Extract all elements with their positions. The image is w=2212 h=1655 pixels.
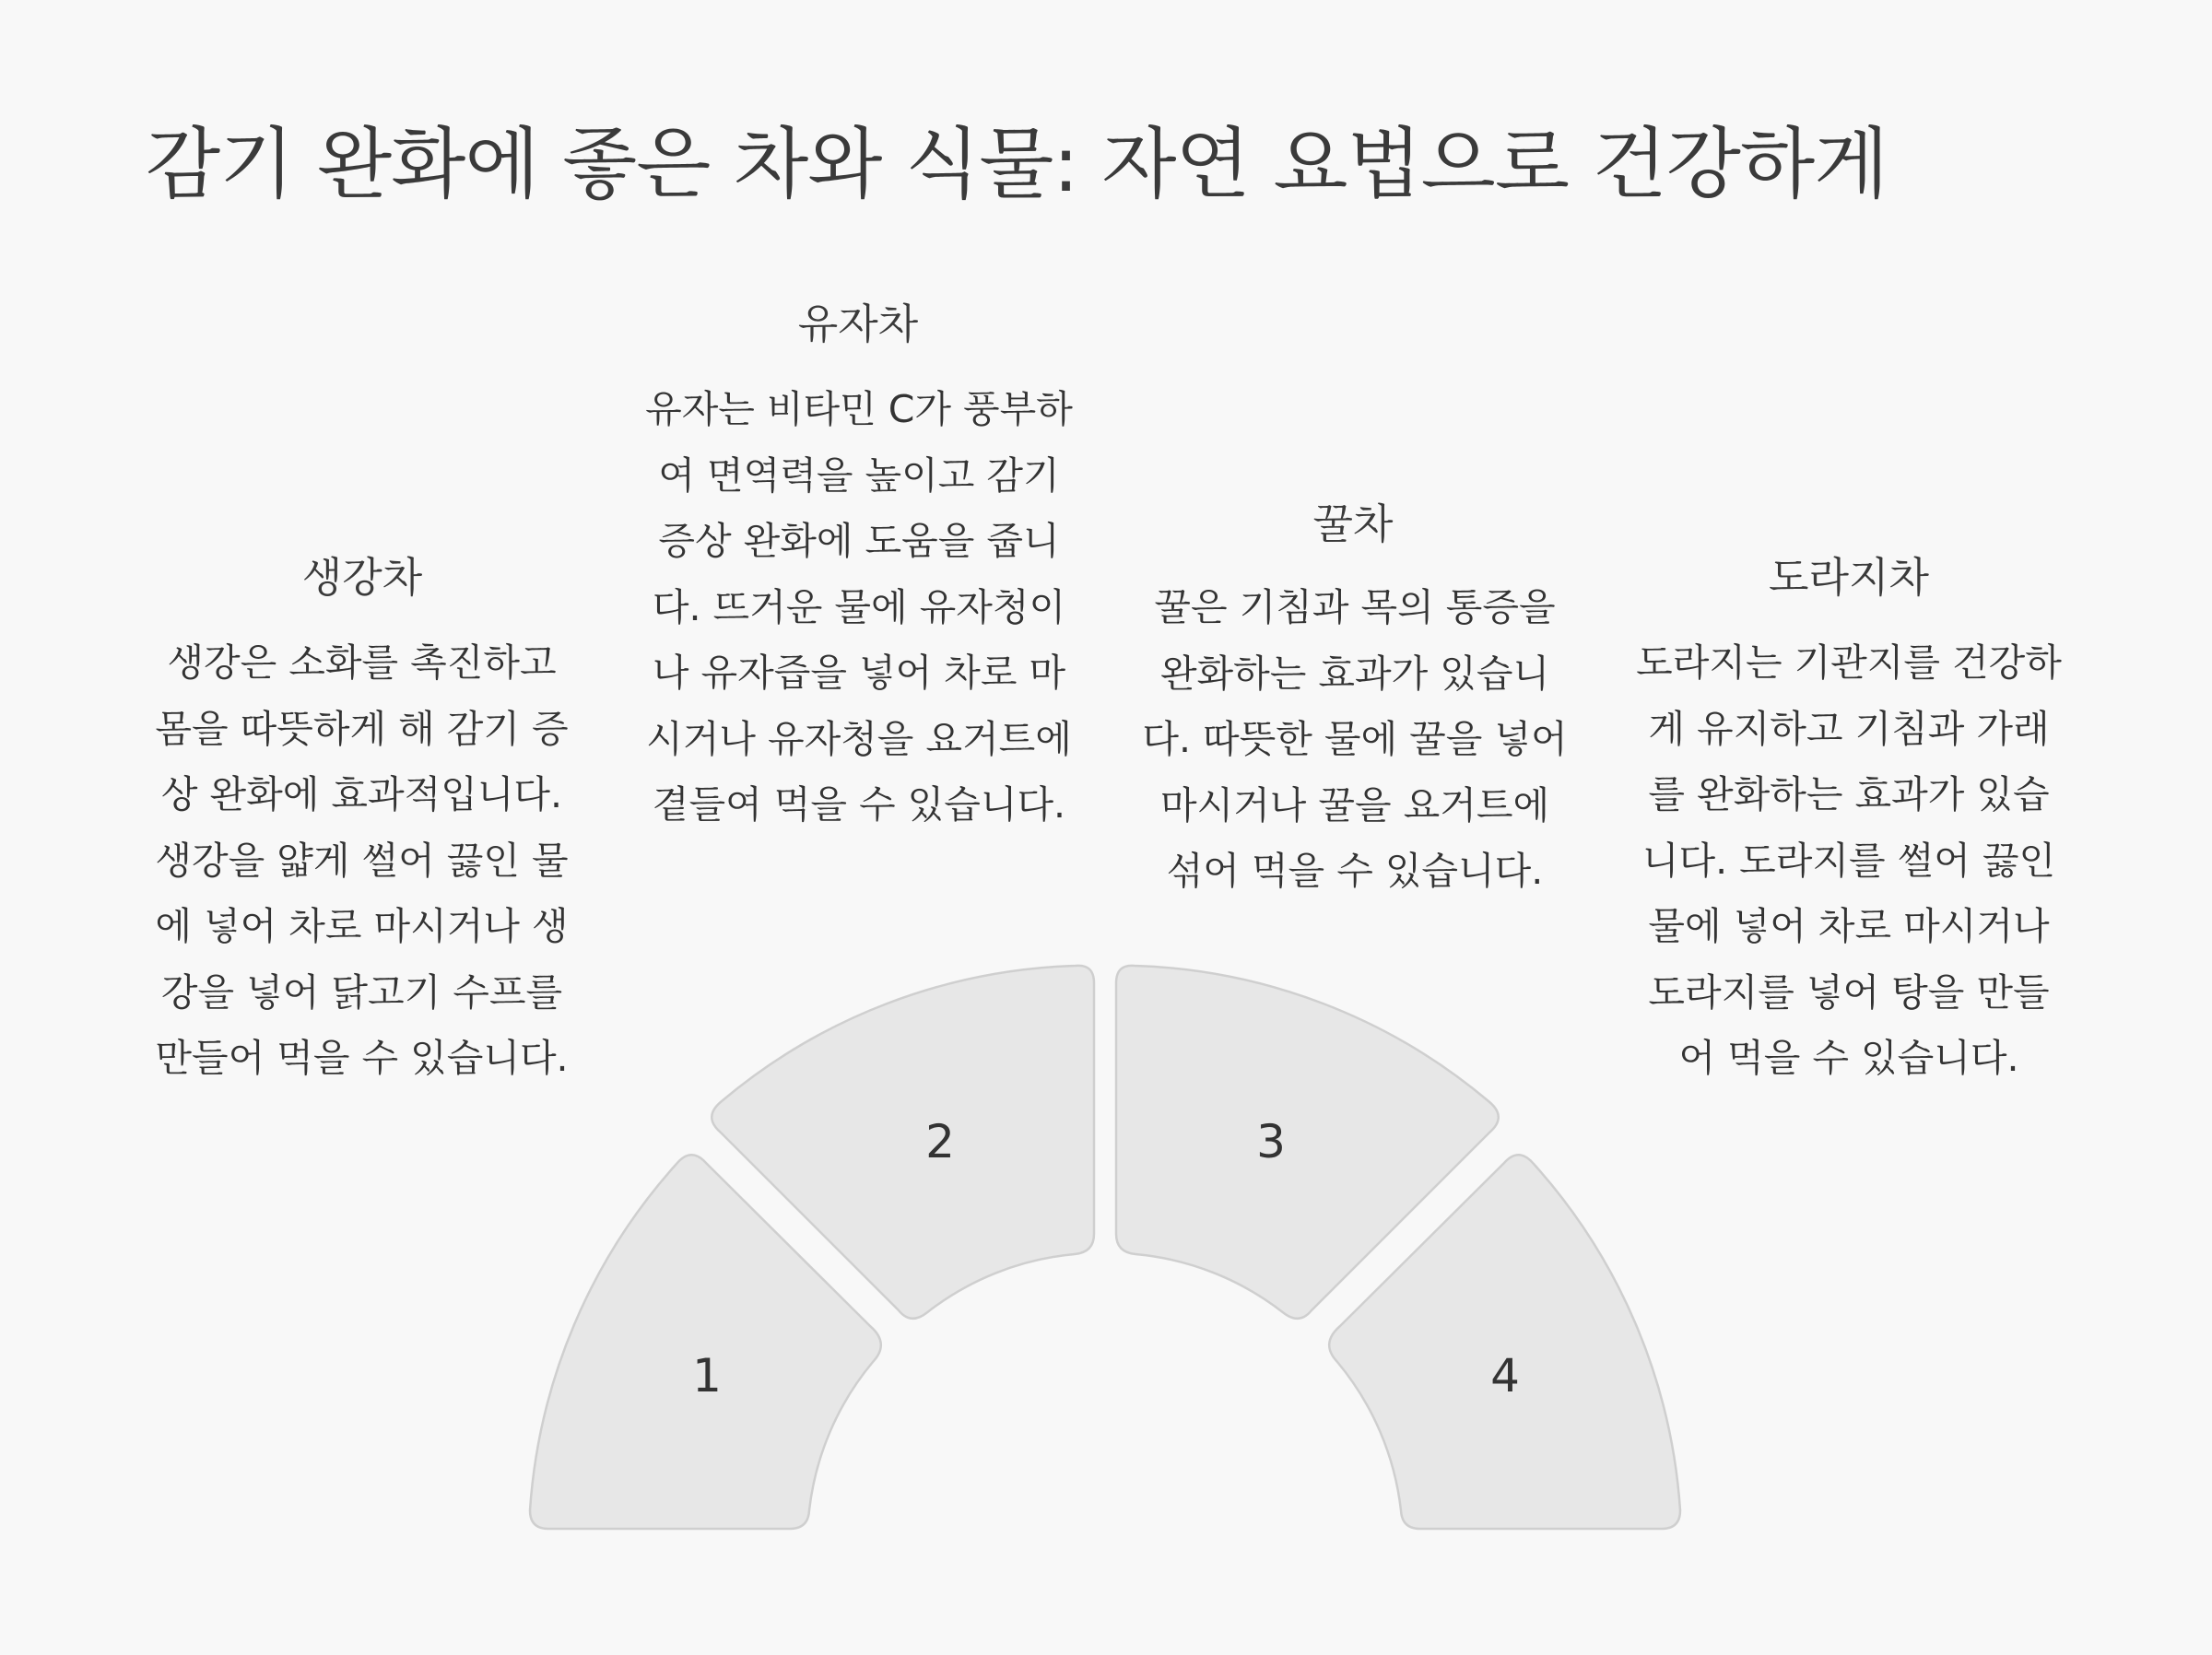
segment-4-number: 4 [1490,1349,1520,1403]
page-title: 감기 완화에 좋은 차와 식물: 자연 요법으로 건강하게 [146,119,1888,209]
item-1-description: 생강은 소화를 촉진하고 몸을 따뜻하게 해 감기 증상 완화에 효과적입니다. 생강을 얇게 썰어 끓인 물에 넣어 차로 마시거나 생강을 넣어 닭고기 수프를 만들어 먹을 수 있습니다. [155,640,569,1080]
item-2-title: 유자차 [797,299,919,348]
item-4-title: 도라지차 [1769,553,1929,602]
segment-3-number: 3 [1256,1115,1286,1168]
item-1-title: 생강차 [301,553,423,602]
item-4-description: 도라지는 기관지를 건강하게 유지하고 기침과 가래를 완화하는 효과가 있습니다. 도라지를 썰어 끓인 물에 넣어 차로 마시거나 도라지를 넣어 탕을 만들어 먹을 수 있습니다. [1636,640,2062,1080]
item-3-description: 꿀은 기침과 목의 통증을 완화하는 효과가 있습니다. 따뜻한 물에 꿀을 넣어 마시거나 꿀을 요거트에 섞어 먹을 수 있습니다. [1142,585,1568,893]
segment-2-number: 2 [925,1115,955,1168]
segment-1-number: 1 [692,1349,722,1403]
item-3-title: 꿀차 [1312,499,1394,548]
item-2-description: 유자는 비타민 C가 풍부하여 면역력을 높이고 감기 증상 완화에 도움을 줍니다. 뜨거운 물에 유자청이나 유자즙을 넣어 차로 마시거나 유자청을 요거트에 곁들여 먹을 수 있습니다. [645,387,1073,827]
